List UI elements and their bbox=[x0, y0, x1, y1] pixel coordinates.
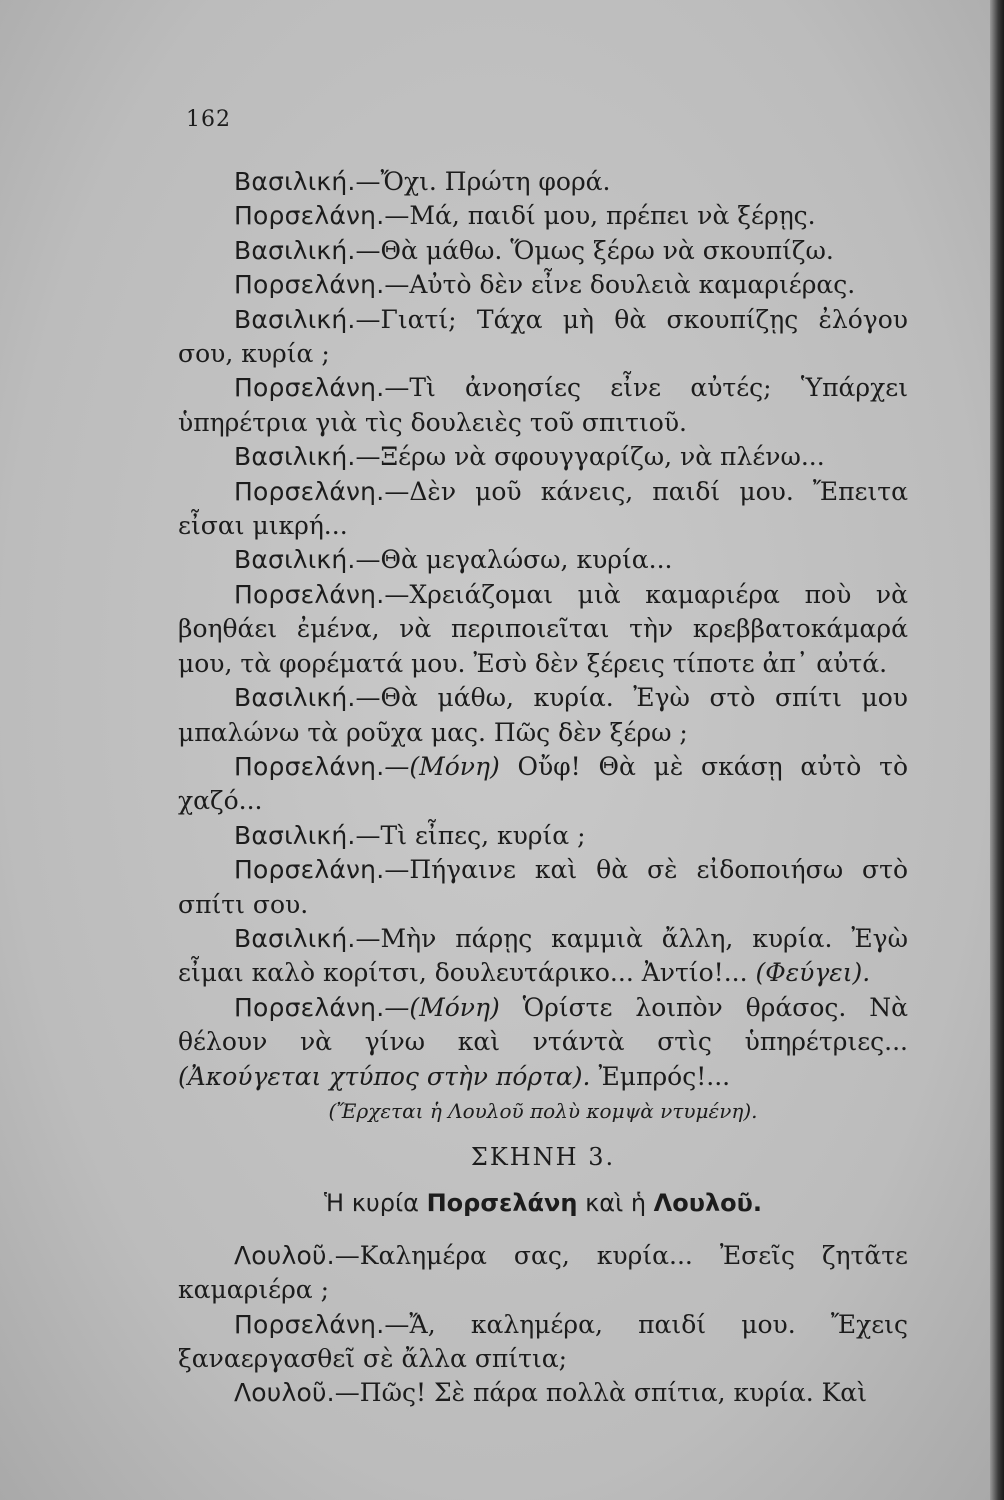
speaker-name: Πορσελάνη. bbox=[234, 476, 385, 506]
speaker-name: Πορσελάνη. bbox=[234, 992, 385, 1022]
speaker-name: Λουλοῦ. bbox=[234, 1240, 335, 1270]
play-text bbox=[178, 165, 908, 1411]
speaker-name: Βασιλική. bbox=[234, 442, 356, 472]
character-name: Πορσελάνη bbox=[426, 1189, 578, 1218]
dialogue-line: Πορσελάνη.—Ἄ, καλημέρα, παιδί μου. Ἔχεις ξαναεργασθεῖ σὲ ἄλλα σπίτια; bbox=[178, 1309, 908, 1373]
speaker-name: Βασιλική. bbox=[234, 304, 356, 334]
speaker-name: Βασιλική. bbox=[234, 235, 356, 265]
speaker-name: Πορσελάνη. bbox=[234, 1309, 385, 1339]
dialogue-line: Βασιλική.—Θὰ μάθω. Ὅμως ξέρω νὰ σκουπίζω. bbox=[234, 235, 834, 265]
dialogue-line: Πορσελάνη.—Πήγαινε καὶ θὰ σὲ εἰδοποιήσω στὸ σπίτι σου. bbox=[178, 855, 908, 919]
speaker-name: Βασιλική. bbox=[234, 683, 356, 713]
speaker-name: Πορσελάνη. bbox=[234, 373, 385, 403]
dialogue-line: Λουλοῦ.—Καλημέρα σας, κυρία... Ἐσεῖς ζητᾶτε καμαριέρα ; bbox=[178, 1240, 908, 1305]
dialogue-line: Βασιλική.—Ὄχι. Πρώτη φορά. bbox=[234, 167, 611, 196]
dialogue-line: Πορσελάνη.—(Μόνη) Οὔφ! Θὰ μὲ σκάσῃ αὐτὸ τὸ χαζό... bbox=[178, 751, 908, 816]
dialogue-line: Βασιλική.—Μὴν πάρῃς καμμιὰ ἄλλη, κυρία. Ἐγὼ εἶμαι καλὸ κορίτσι, δουλευτάρικο... Ἀντίο!... (Φεύγει). bbox=[178, 923, 908, 988]
dialogue-line: Πορσελάνη.—Τὶ ἀνοησίες εἶνε αὐτές; Ὑπάρχει ὑπηρέτρια γιὰ τὶς δουλειὲς τοῦ σπιτιοῦ. bbox=[178, 373, 908, 437]
stage-direction: —(Μόνη) bbox=[384, 751, 500, 781]
speaker-name: Λουλοῦ. bbox=[234, 1378, 335, 1408]
stage-direction-line: (Ἔρχεται ἡ Λουλοῦ πολὺ κομψὰ ντυμένη). bbox=[328, 1098, 758, 1123]
speaker-name: Βασιλική. bbox=[234, 545, 356, 575]
dialogue-line: Βασιλική.—Θὰ μάθω, κυρία. Ἐγὼ στὸ σπίτι μου μπαλώνω τὰ ροῦχα μας. Πῶς δὲν ξέρω ; bbox=[178, 683, 908, 747]
page-number: 162 bbox=[186, 107, 231, 132]
speaker-name: Βασιλική. bbox=[234, 167, 356, 196]
dialogue-line: Βασιλική.—Γιατί; Τάχα μὴ θὰ σκουπίζῃς ἐλόγου σου, κυρία ; bbox=[178, 304, 908, 369]
speaker-name: Πορσελάνη. bbox=[234, 201, 385, 231]
dialogue-line: Πορσελάνη.—(Μόνη) Ὁρίστε λοιπὸν θράσος. Νὰ θέλουν νὰ γίνω καὶ ντάντὰ στὶς ὑπηρέτριες... (Ἀκούγεται χτύπος στὴν πόρτα). Ἐμπρός!... bbox=[178, 992, 908, 1091]
stage-direction: —(Μόνη) bbox=[384, 992, 500, 1022]
dialogue-line: Βασιλική.—Ξέρω νὰ σφουγγαρίζω, νὰ πλένω... bbox=[234, 442, 825, 472]
speaker-name: Πορσελάνη. bbox=[234, 751, 385, 781]
dialogue-line: Πορσελάνη.—Μά, παιδί μου, πρέπει νὰ ξέρῃς. bbox=[234, 201, 816, 231]
dialogue-line: Πορσελάνη.—Δὲν μοῦ κάνεις, παιδί μου. Ἔπειτα εἶσαι μικρή... bbox=[178, 476, 908, 541]
dialogue-line: Βασιλική.—Τὶ εἶπες, κυρία ; bbox=[234, 820, 586, 850]
speaker-name: Πορσελάνη. bbox=[234, 579, 385, 609]
page-edge-shadow bbox=[990, 0, 1004, 1500]
dialogue-line: Πορσελάνη.—Χρειάζομαι μιὰ καμαριέρα ποὺ νὰ βοηθάει ἐμένα, νὰ περιποιεῖται τὴν κρεββατοκάμαρά μου, τὰ φορέματά μου. Ἐσὺ δὲν ξέρεις τίποτε ἀπ᾿ αὐτά. bbox=[178, 579, 908, 678]
speaker-name: Βασιλική. bbox=[234, 923, 356, 953]
character-name: Λουλοῦ. bbox=[653, 1189, 762, 1218]
speaker-name: Πορσελάνη. bbox=[234, 855, 385, 885]
dialogue-line: Βασιλική.—Θὰ μεγαλώσω, κυρία... bbox=[234, 545, 673, 575]
scene-description: Ἡ κυρία Πορσελάνη καὶ ἡ Λουλοῦ. bbox=[324, 1189, 762, 1218]
scene-title: ΣΚΗΝΗ 3. bbox=[470, 1142, 616, 1171]
stage-direction: (Ἀκούγεται χτύπος στὴν πόρτα). bbox=[178, 1061, 591, 1091]
speaker-name: Βασιλική. bbox=[234, 820, 356, 850]
stage-direction: (Φεύγει). bbox=[747, 958, 871, 988]
speaker-name: Πορσελάνη. bbox=[234, 270, 385, 300]
dialogue-line: Λουλοῦ.—Πῶς! Σὲ πάρα πολλὰ σπίτια, κυρία. Καὶ bbox=[234, 1378, 867, 1408]
dialogue-line: Πορσελάνη.—Αὐτὸ δὲν εἶνε δουλειὰ καμαριέρας. bbox=[234, 270, 856, 300]
